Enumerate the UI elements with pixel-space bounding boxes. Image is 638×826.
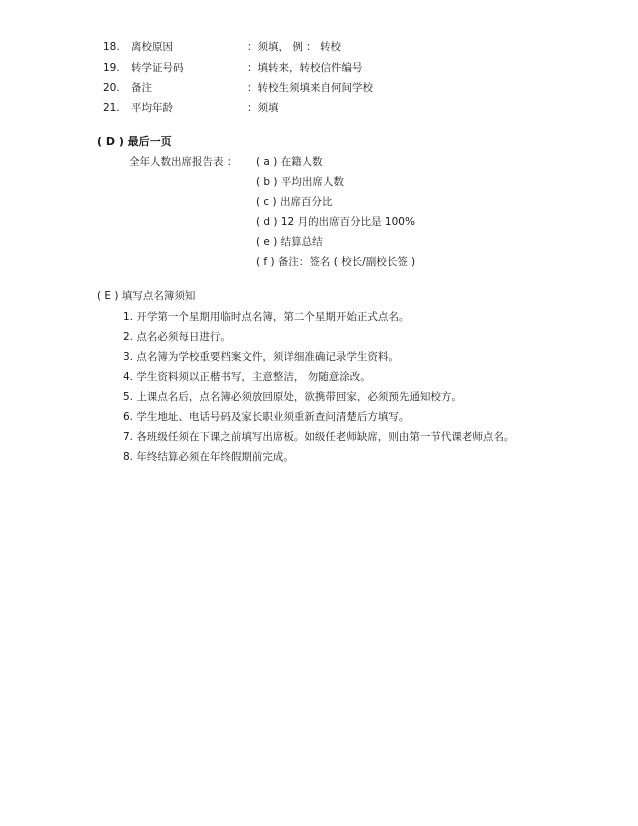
attendance-item: ( d ) 12 月的出席百分比是 100% bbox=[256, 216, 415, 228]
instruction-item: 5. 上课点名后，点名簿必须放回原处，欲携带回家，必须预先通知校方。 bbox=[123, 391, 462, 403]
field-value: ：须填 bbox=[247, 102, 279, 114]
field-label: 转学证号码 bbox=[131, 62, 184, 74]
attendance-report-label: 全年人数出席报告表 ： bbox=[129, 156, 238, 168]
field-value: ：须填， 例 ： 转校 bbox=[247, 41, 342, 53]
instruction-item: 6. 学生地址、电话号码及家长职业须重新查问清楚后方填写。 bbox=[123, 411, 410, 423]
attendance-item: ( e ) 结算总结 bbox=[256, 236, 323, 248]
attendance-item: ( b ) 平均出席人数 bbox=[256, 176, 344, 188]
field-value: ：转校生须填来自何间学校 bbox=[247, 82, 373, 94]
instruction-item: 1. 开学第一个星期用临时点名簿，第二个星期开始正式点名。 bbox=[123, 311, 410, 323]
attendance-item: ( a ) 在籍人数 bbox=[256, 156, 323, 168]
instruction-item: 2. 点名必须每日进行。 bbox=[123, 331, 231, 343]
section-d-title: ( D ) 最后一页 bbox=[97, 135, 172, 148]
field-value: ：填转来，转校信件编号 bbox=[247, 62, 363, 74]
field-label: 备注 bbox=[131, 82, 152, 94]
section-e-title: ( E ) 填写点名簿须知 bbox=[97, 290, 196, 302]
field-number: 19. bbox=[103, 62, 120, 74]
field-label: 平均年龄 bbox=[131, 102, 173, 114]
attendance-item: ( c ) 出席百分比 bbox=[256, 196, 333, 208]
instruction-item: 8. 年终结算必须在年终假期前完成。 bbox=[123, 451, 294, 463]
field-number: 18. bbox=[103, 41, 120, 53]
instruction-item: 4. 学生资料须以正楷书写，主意整洁， 勿随意涂改。 bbox=[123, 371, 371, 383]
field-number: 20. bbox=[103, 82, 120, 94]
instruction-item: 3. 点名簿为学校重要档案文件，须详细准确记录学生资料。 bbox=[123, 351, 399, 363]
instruction-item: 7. 各班级任须在下课之前填写出席板。如级任老师缺席，则由第一节代课老师点名。 bbox=[123, 431, 515, 443]
field-label: 离校原因 bbox=[131, 41, 173, 53]
field-number: 21. bbox=[103, 102, 120, 114]
attendance-item: ( f ) 备注：签名 ( 校长/副校长签 ) bbox=[256, 256, 416, 268]
